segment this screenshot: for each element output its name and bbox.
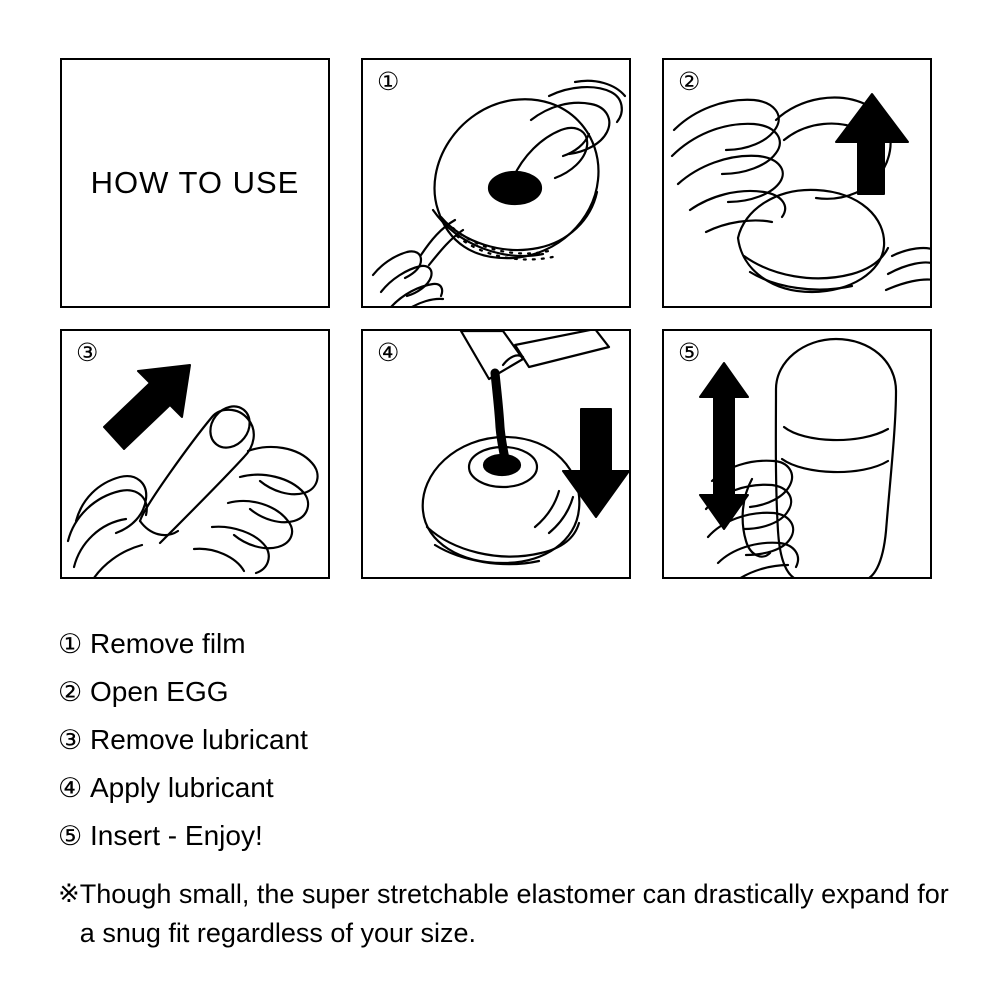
step-5-illustration: [662, 329, 932, 579]
how-to-use-title-panel: [60, 58, 330, 308]
step-marker: ③: [58, 725, 83, 755]
step-4-drawing: [363, 331, 631, 579]
step-3-drawing: [62, 331, 330, 579]
footnote-marker: ※: [58, 878, 80, 908]
step-label: Insert - Enjoy!: [90, 820, 263, 851]
list-item: [58, 630, 958, 658]
step-marker: ④: [58, 773, 83, 803]
step-5-marker: ⑤: [678, 339, 701, 367]
step-label: Remove film: [90, 628, 246, 659]
step-label: Open EGG: [90, 676, 229, 707]
step-5-drawing: [664, 331, 932, 579]
step-4-marker: ④: [377, 339, 400, 367]
step-marker: ⑤: [58, 821, 83, 851]
step-1-marker: ①: [377, 68, 400, 96]
illustration-row-2: [60, 329, 940, 579]
list-item: [58, 678, 958, 706]
step-marker: ②: [58, 677, 83, 707]
step-4-illustration: [361, 329, 631, 579]
step-3-marker: ③: [76, 339, 99, 367]
page-title: HOW TO USE: [90, 165, 300, 200]
list-item: [58, 726, 958, 754]
step-1-drawing: [363, 60, 631, 308]
illustration-grid: [60, 58, 940, 579]
footnote-text: Though small, the super stretchable elastomer can drastically expand for a snug fit regardless of your size.: [79, 879, 949, 949]
step-2-drawing: [664, 60, 932, 308]
footnote: [58, 875, 958, 953]
step-1-illustration: [361, 58, 631, 308]
step-label: Apply lubricant: [90, 772, 274, 803]
list-item: [58, 774, 958, 802]
step-3-illustration: [60, 329, 330, 579]
step-marker: ①: [58, 629, 83, 659]
step-2-marker: ②: [678, 68, 701, 96]
step-caption-list: [58, 630, 958, 870]
step-2-illustration: [662, 58, 932, 308]
list-item: [58, 822, 958, 850]
illustration-row-1: [60, 58, 940, 308]
step-label: Remove lubricant: [90, 724, 308, 755]
